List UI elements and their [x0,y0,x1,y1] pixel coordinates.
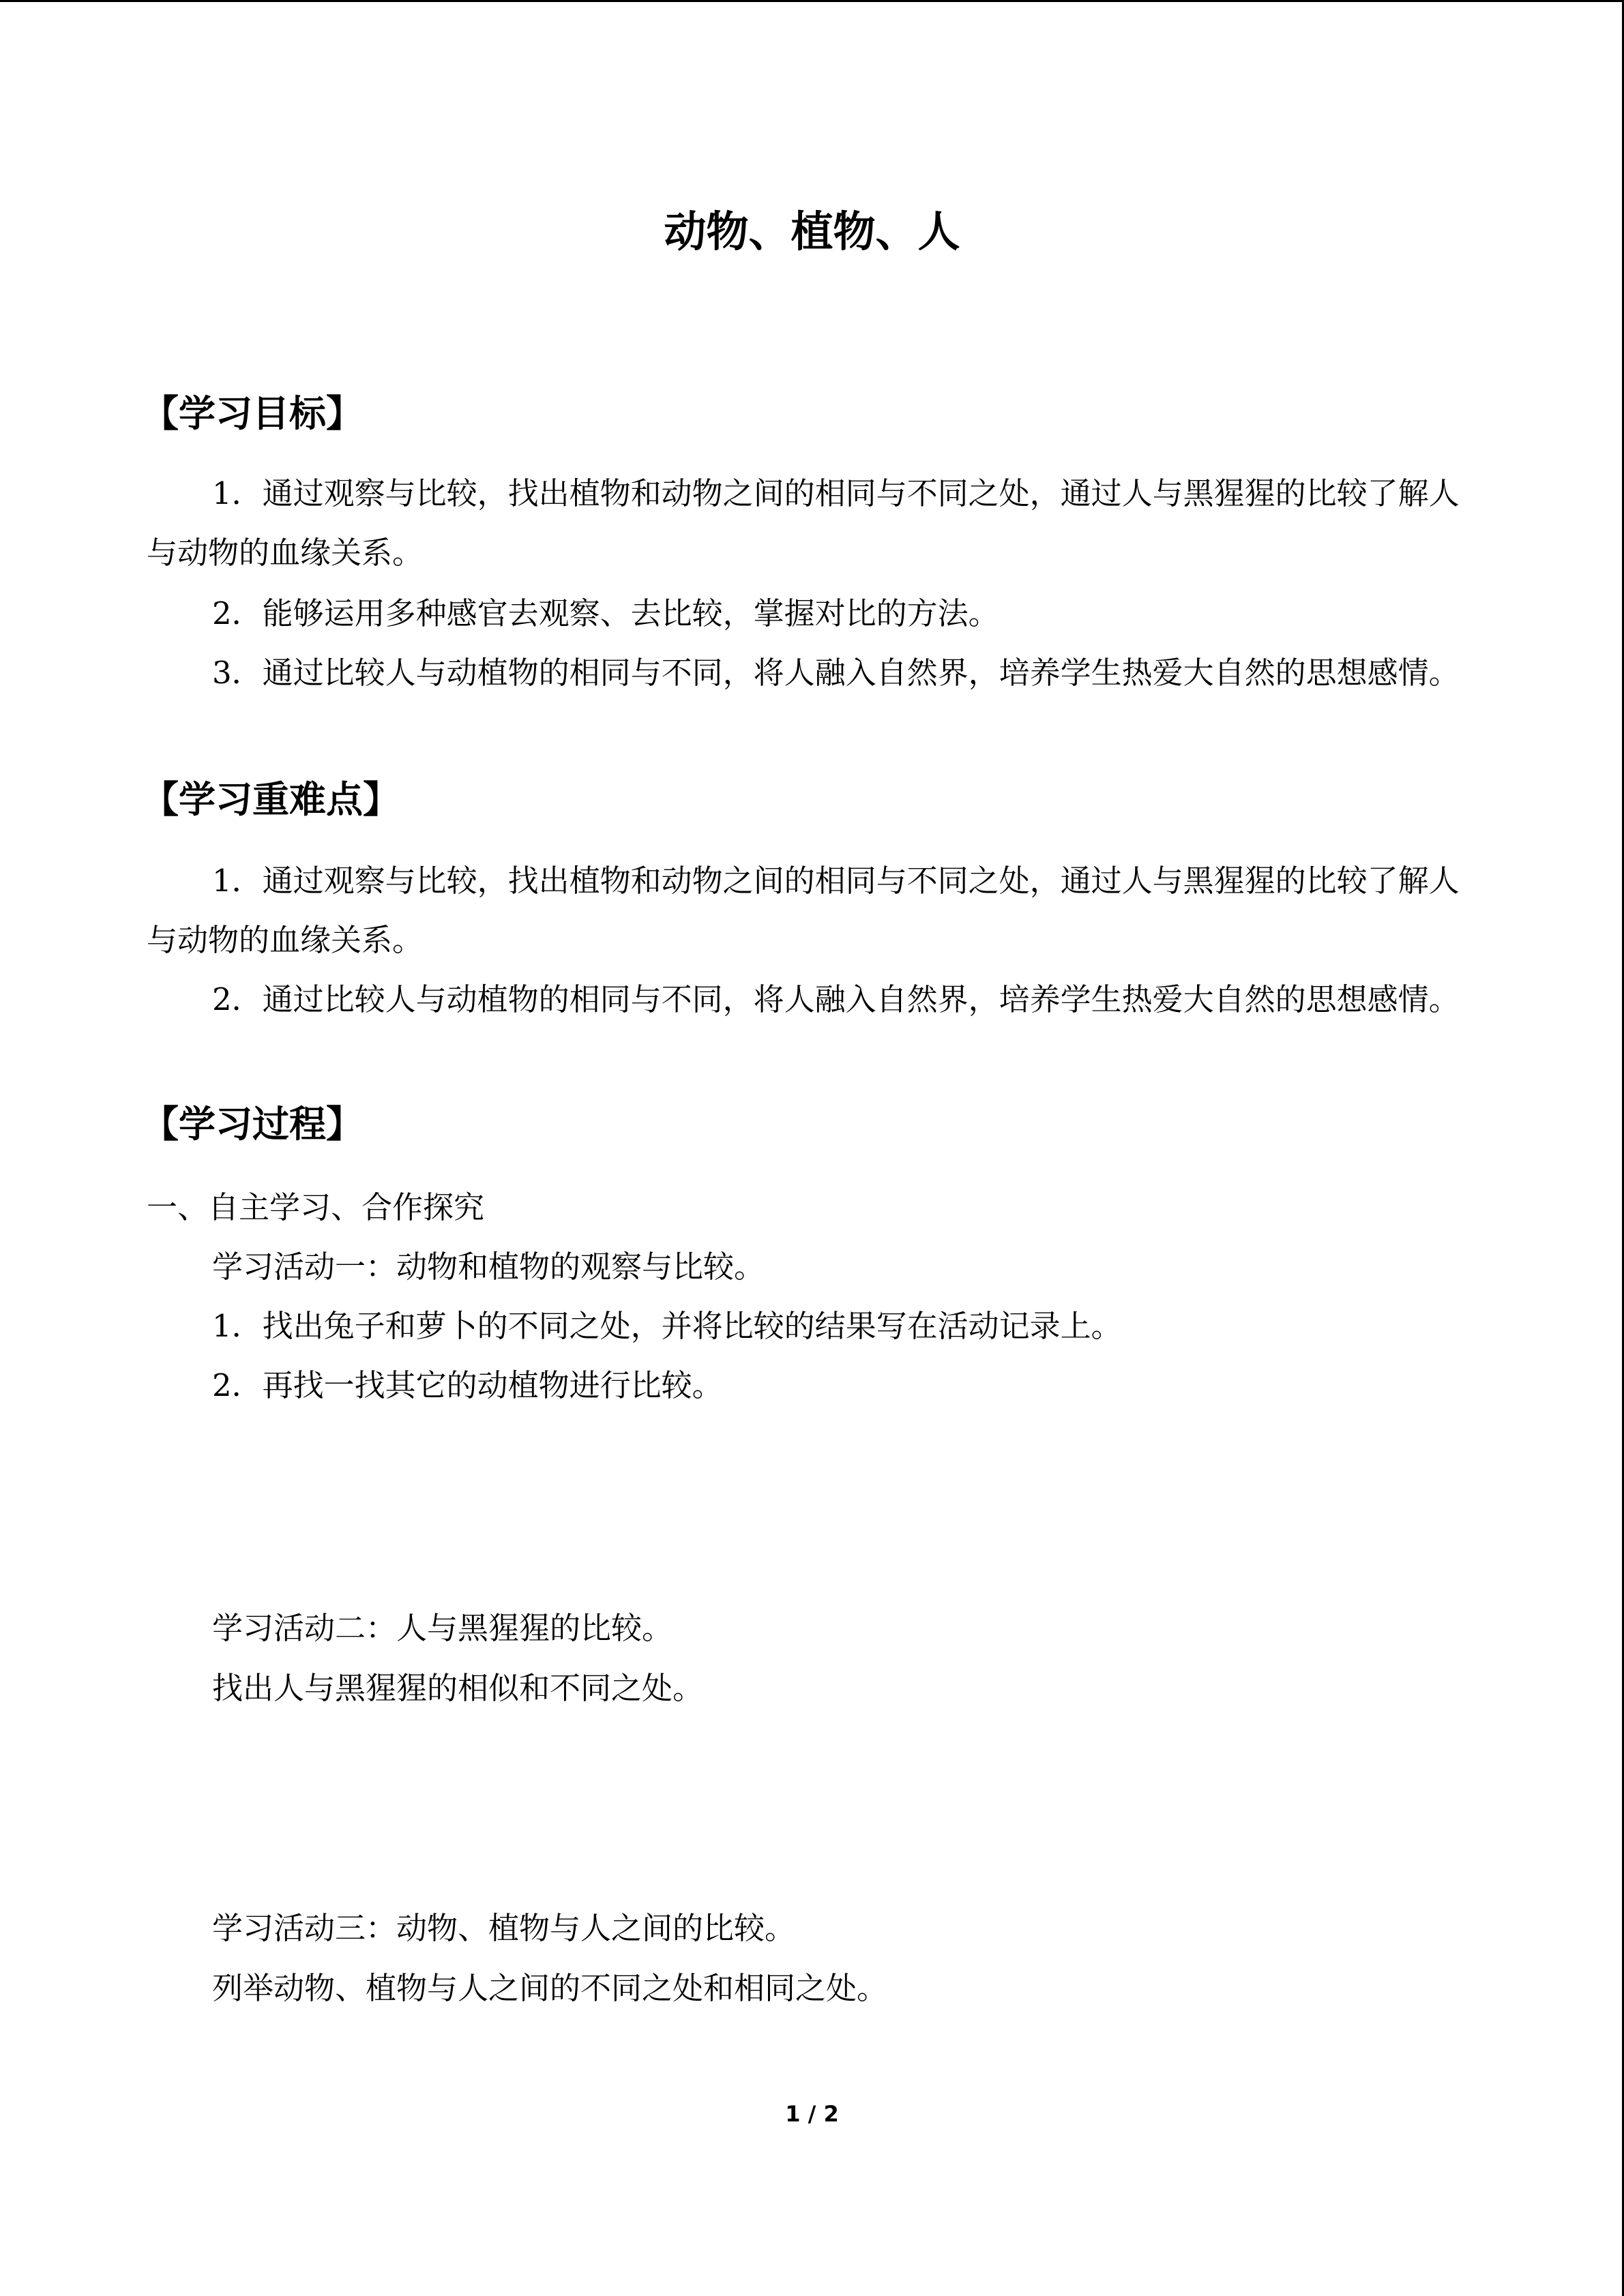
section-heading-process: 【学习过程】 [142,1103,363,1146]
key-point-item-1: 1．通过观察与比较，找出植物和动物之间的相同与不同之处，通过人与黑猩猩的比较了解人与动物的血缘关系。 [147,863,1460,958]
part-one-heading: 一、自主学习、合作探究 [147,1189,485,1225]
activity-2-title: 学习活动二：人与黑猩猩的比较。 [212,1610,673,1646]
section-heading-key-points: 【学习重难点】 [142,778,400,821]
section-heading-objectives: 【学习目标】 [142,392,363,435]
activity-1-step-1: 1．找出兔子和萝卜的不同之处，并将比较的结果写在活动记录上。 [212,1308,1122,1344]
activity-1-step-2: 2．再找一找其它的动植物进行比较。 [212,1367,723,1403]
objective-item-3: 3．通过比较人与动植物的相同与不同，将人融入自然界，培养学生热爱大自然的思想感情。 [212,655,1460,691]
objective-item-2: 2．能够运用多种感官去观察、去比较，掌握对比的方法。 [212,595,999,631]
key-point-item-2: 2．通过比较人与动植物的相同与不同，将人融入自然界，培养学生热爱大自然的思想感情。 [212,981,1460,1017]
document-title: 动物、植物、人 [664,207,960,256]
objective-item-1: 1．通过观察与比较，找出植物和动物之间的相同与不同之处，通过人与黑猩猩的比较了解人与动物的血缘关系。 [147,475,1460,571]
activity-2-task: 找出人与黑猩猩的相似和不同之处。 [212,1670,704,1706]
activity-3-title: 学习活动三：动物、植物与人之间的比较。 [212,1910,796,1946]
page-border-top [0,0,1624,2]
activity-1-title: 学习活动一：动物和植物的观察与比较。 [212,1249,765,1285]
activity-3-task: 列举动物、植物与人之间的不同之处和相同之处。 [212,1970,888,2006]
page-number: 1 / 2 [785,2101,839,2127]
